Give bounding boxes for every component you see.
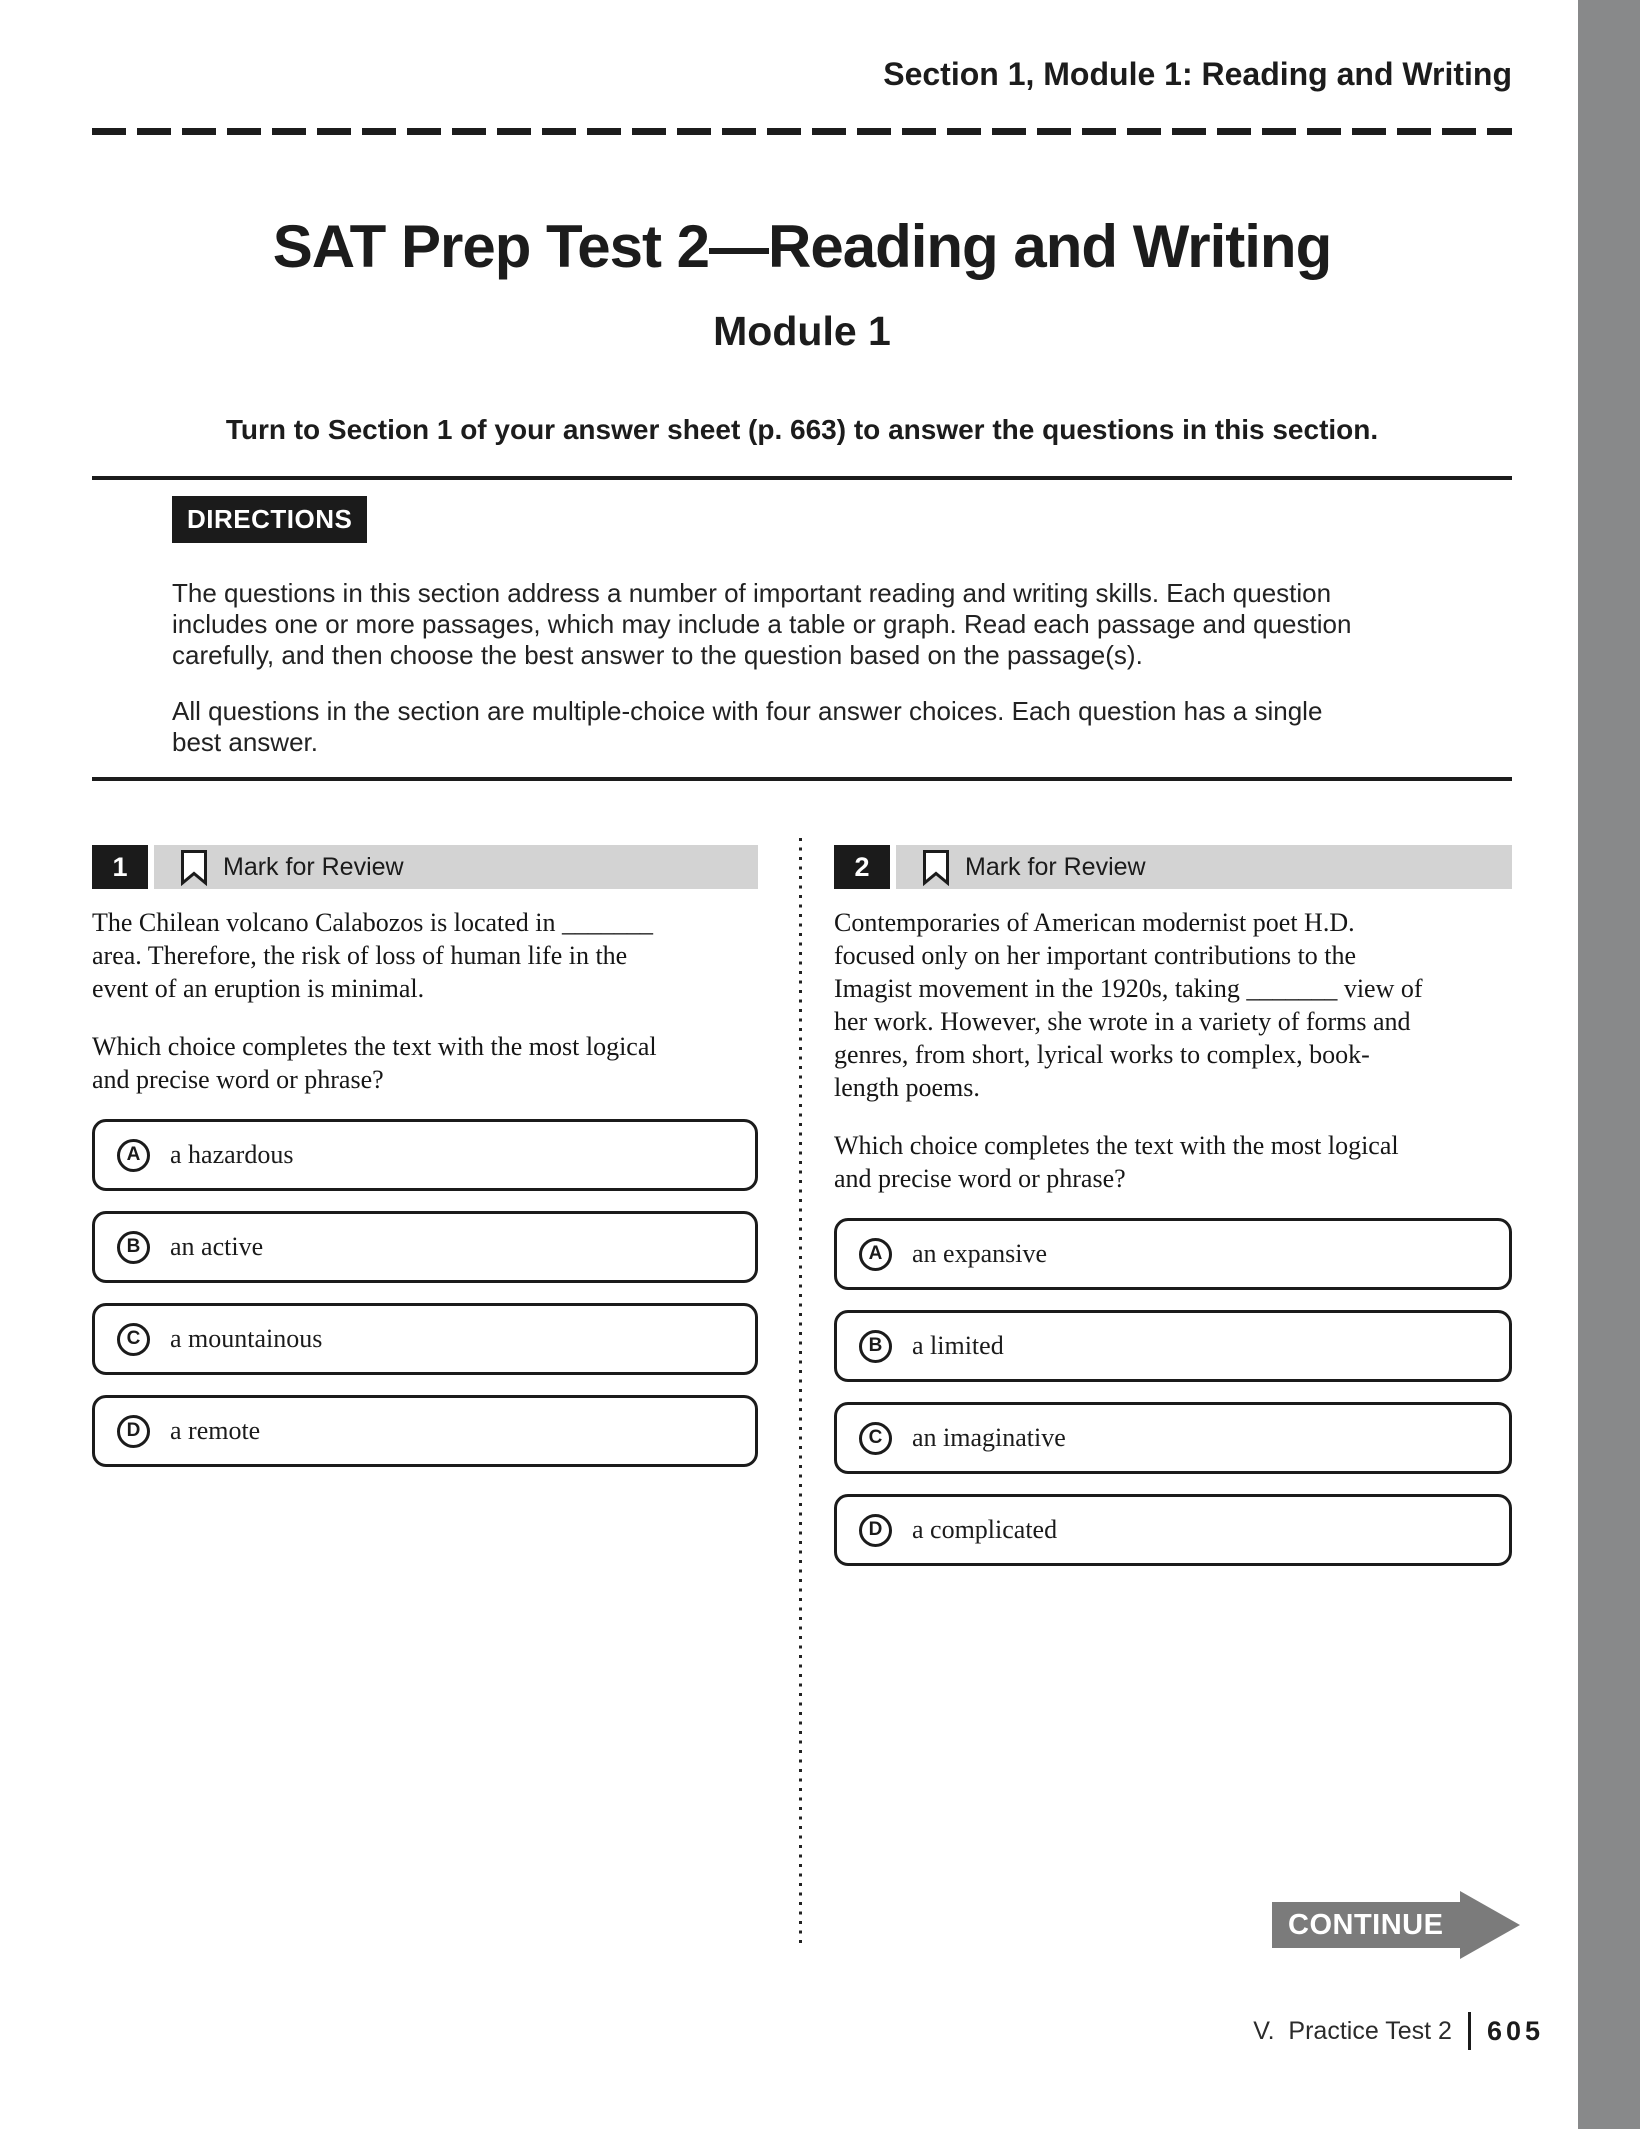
- horizontal-rule-bottom: [92, 777, 1512, 781]
- text-line: and precise word or phrase?: [834, 1164, 1126, 1193]
- text-line: carefully, and then choose the best answer to the question based on the passage(s).: [172, 640, 1143, 670]
- text-line: focused only on her important contributions to the: [834, 941, 1357, 970]
- choice-letter-badge: C: [859, 1422, 892, 1455]
- question-number-badge: 2: [834, 845, 890, 889]
- mark-for-review-button[interactable]: [896, 845, 1512, 889]
- footer-section-label: V. Practice Test 2: [1253, 2016, 1452, 2045]
- page-number: 605: [1486, 2015, 1544, 2046]
- question-passage: [834, 906, 1512, 1104]
- choice-a[interactable]: [834, 1218, 1512, 1290]
- choice-letter-badge: A: [859, 1238, 892, 1271]
- text-line: The Chilean volcano Calabozos is located in _______: [92, 908, 654, 937]
- footer-separator: [1468, 2012, 1471, 2050]
- bookmark-icon: [180, 849, 208, 886]
- continue-label: CONTINUE: [1288, 1908, 1444, 1941]
- question-2: [834, 845, 1512, 1586]
- choice-text: an active: [170, 1232, 264, 1261]
- directions-paragraph-1: [172, 578, 1351, 671]
- directions-paragraph-2: [172, 696, 1322, 758]
- text-line: best answer.: [172, 727, 318, 757]
- text-line: area. Therefore, the risk of loss of human life in the: [92, 941, 628, 970]
- choice-text: an imaginative: [912, 1423, 1066, 1452]
- text-line: event of an eruption is minimal.: [92, 974, 425, 1003]
- question-number-badge: 1: [92, 845, 148, 889]
- text-line: her work. However, she wrote in a variety of forms and: [834, 1007, 1411, 1036]
- text-line: Imagist movement in the 1920s, taking _______ view of: [834, 974, 1423, 1003]
- directions-label: DIRECTIONS: [172, 496, 367, 543]
- choice-letter-badge: B: [859, 1330, 892, 1363]
- module-subtitle: Module 1: [713, 308, 891, 354]
- question-1-header: [92, 845, 758, 889]
- text-line: The questions in this section address a number of important reading and writing skills. Each question: [172, 578, 1332, 608]
- text-line: Which choice completes the text with the most logical: [834, 1131, 1399, 1160]
- text-line: All questions in the section are multiple-choice with four answer choices. Each question has a single: [172, 696, 1323, 726]
- choice-c[interactable]: [92, 1303, 758, 1375]
- question-prompt: [834, 1129, 1512, 1195]
- choice-text: a mountainous: [170, 1324, 323, 1353]
- text-line: and precise word or phrase?: [92, 1065, 384, 1094]
- choice-letter-badge: C: [117, 1323, 150, 1356]
- mark-for-review-label: Mark for Review: [223, 852, 404, 881]
- text-line: length poems.: [834, 1073, 980, 1102]
- choice-text: a limited: [912, 1331, 1004, 1360]
- choice-text: a hazardous: [170, 1140, 294, 1169]
- question-prompt: [92, 1030, 758, 1096]
- page-edge-bar: [1578, 0, 1640, 2129]
- continue-button[interactable]: [1272, 1902, 1460, 1948]
- page-title: SAT Prep Test 2—Reading and Writing: [272, 213, 1332, 280]
- horizontal-rule-top: [92, 476, 1512, 480]
- column-divider: [799, 838, 802, 1948]
- section-header: Section 1, Module 1: Reading and Writing: [883, 56, 1512, 92]
- mark-for-review-label: Mark for Review: [965, 852, 1146, 881]
- text-line: Contemporaries of American modernist poet H.D.: [834, 908, 1355, 937]
- text-line: includes one or more passages, which may include a table or graph. Read each passage and question: [172, 609, 1352, 639]
- choice-b[interactable]: [92, 1211, 758, 1283]
- question-1: [92, 845, 758, 1487]
- question-passage: [92, 906, 758, 1005]
- question-2-header: [834, 845, 1512, 889]
- choice-d[interactable]: [834, 1494, 1512, 1566]
- bookmark-icon: [922, 849, 950, 886]
- choice-text: an expansive: [912, 1239, 1048, 1268]
- choice-letter-badge: B: [117, 1231, 150, 1264]
- mark-for-review-button[interactable]: [154, 845, 758, 889]
- choice-text: a complicated: [912, 1515, 1058, 1544]
- choice-letter-badge: D: [117, 1415, 150, 1448]
- choice-c[interactable]: [834, 1402, 1512, 1474]
- text-line: genres, from short, lyrical works to complex, book-: [834, 1040, 1370, 1069]
- text-line: Which choice completes the text with the most logical: [92, 1032, 657, 1061]
- continue-arrowhead-icon: [1460, 1891, 1520, 1959]
- choice-letter-badge: A: [117, 1139, 150, 1172]
- choice-d[interactable]: [92, 1395, 758, 1467]
- page-footer: [92, 2012, 1544, 2050]
- choice-a[interactable]: [92, 1119, 758, 1191]
- choice-b[interactable]: [834, 1310, 1512, 1382]
- choice-text: a remote: [170, 1416, 261, 1445]
- dashed-divider: [92, 128, 1512, 135]
- choice-letter-badge: D: [859, 1514, 892, 1547]
- answer-sheet-instruction: Turn to Section 1 of your answer sheet (p. 663) to answer the questions in this section.: [225, 414, 1379, 445]
